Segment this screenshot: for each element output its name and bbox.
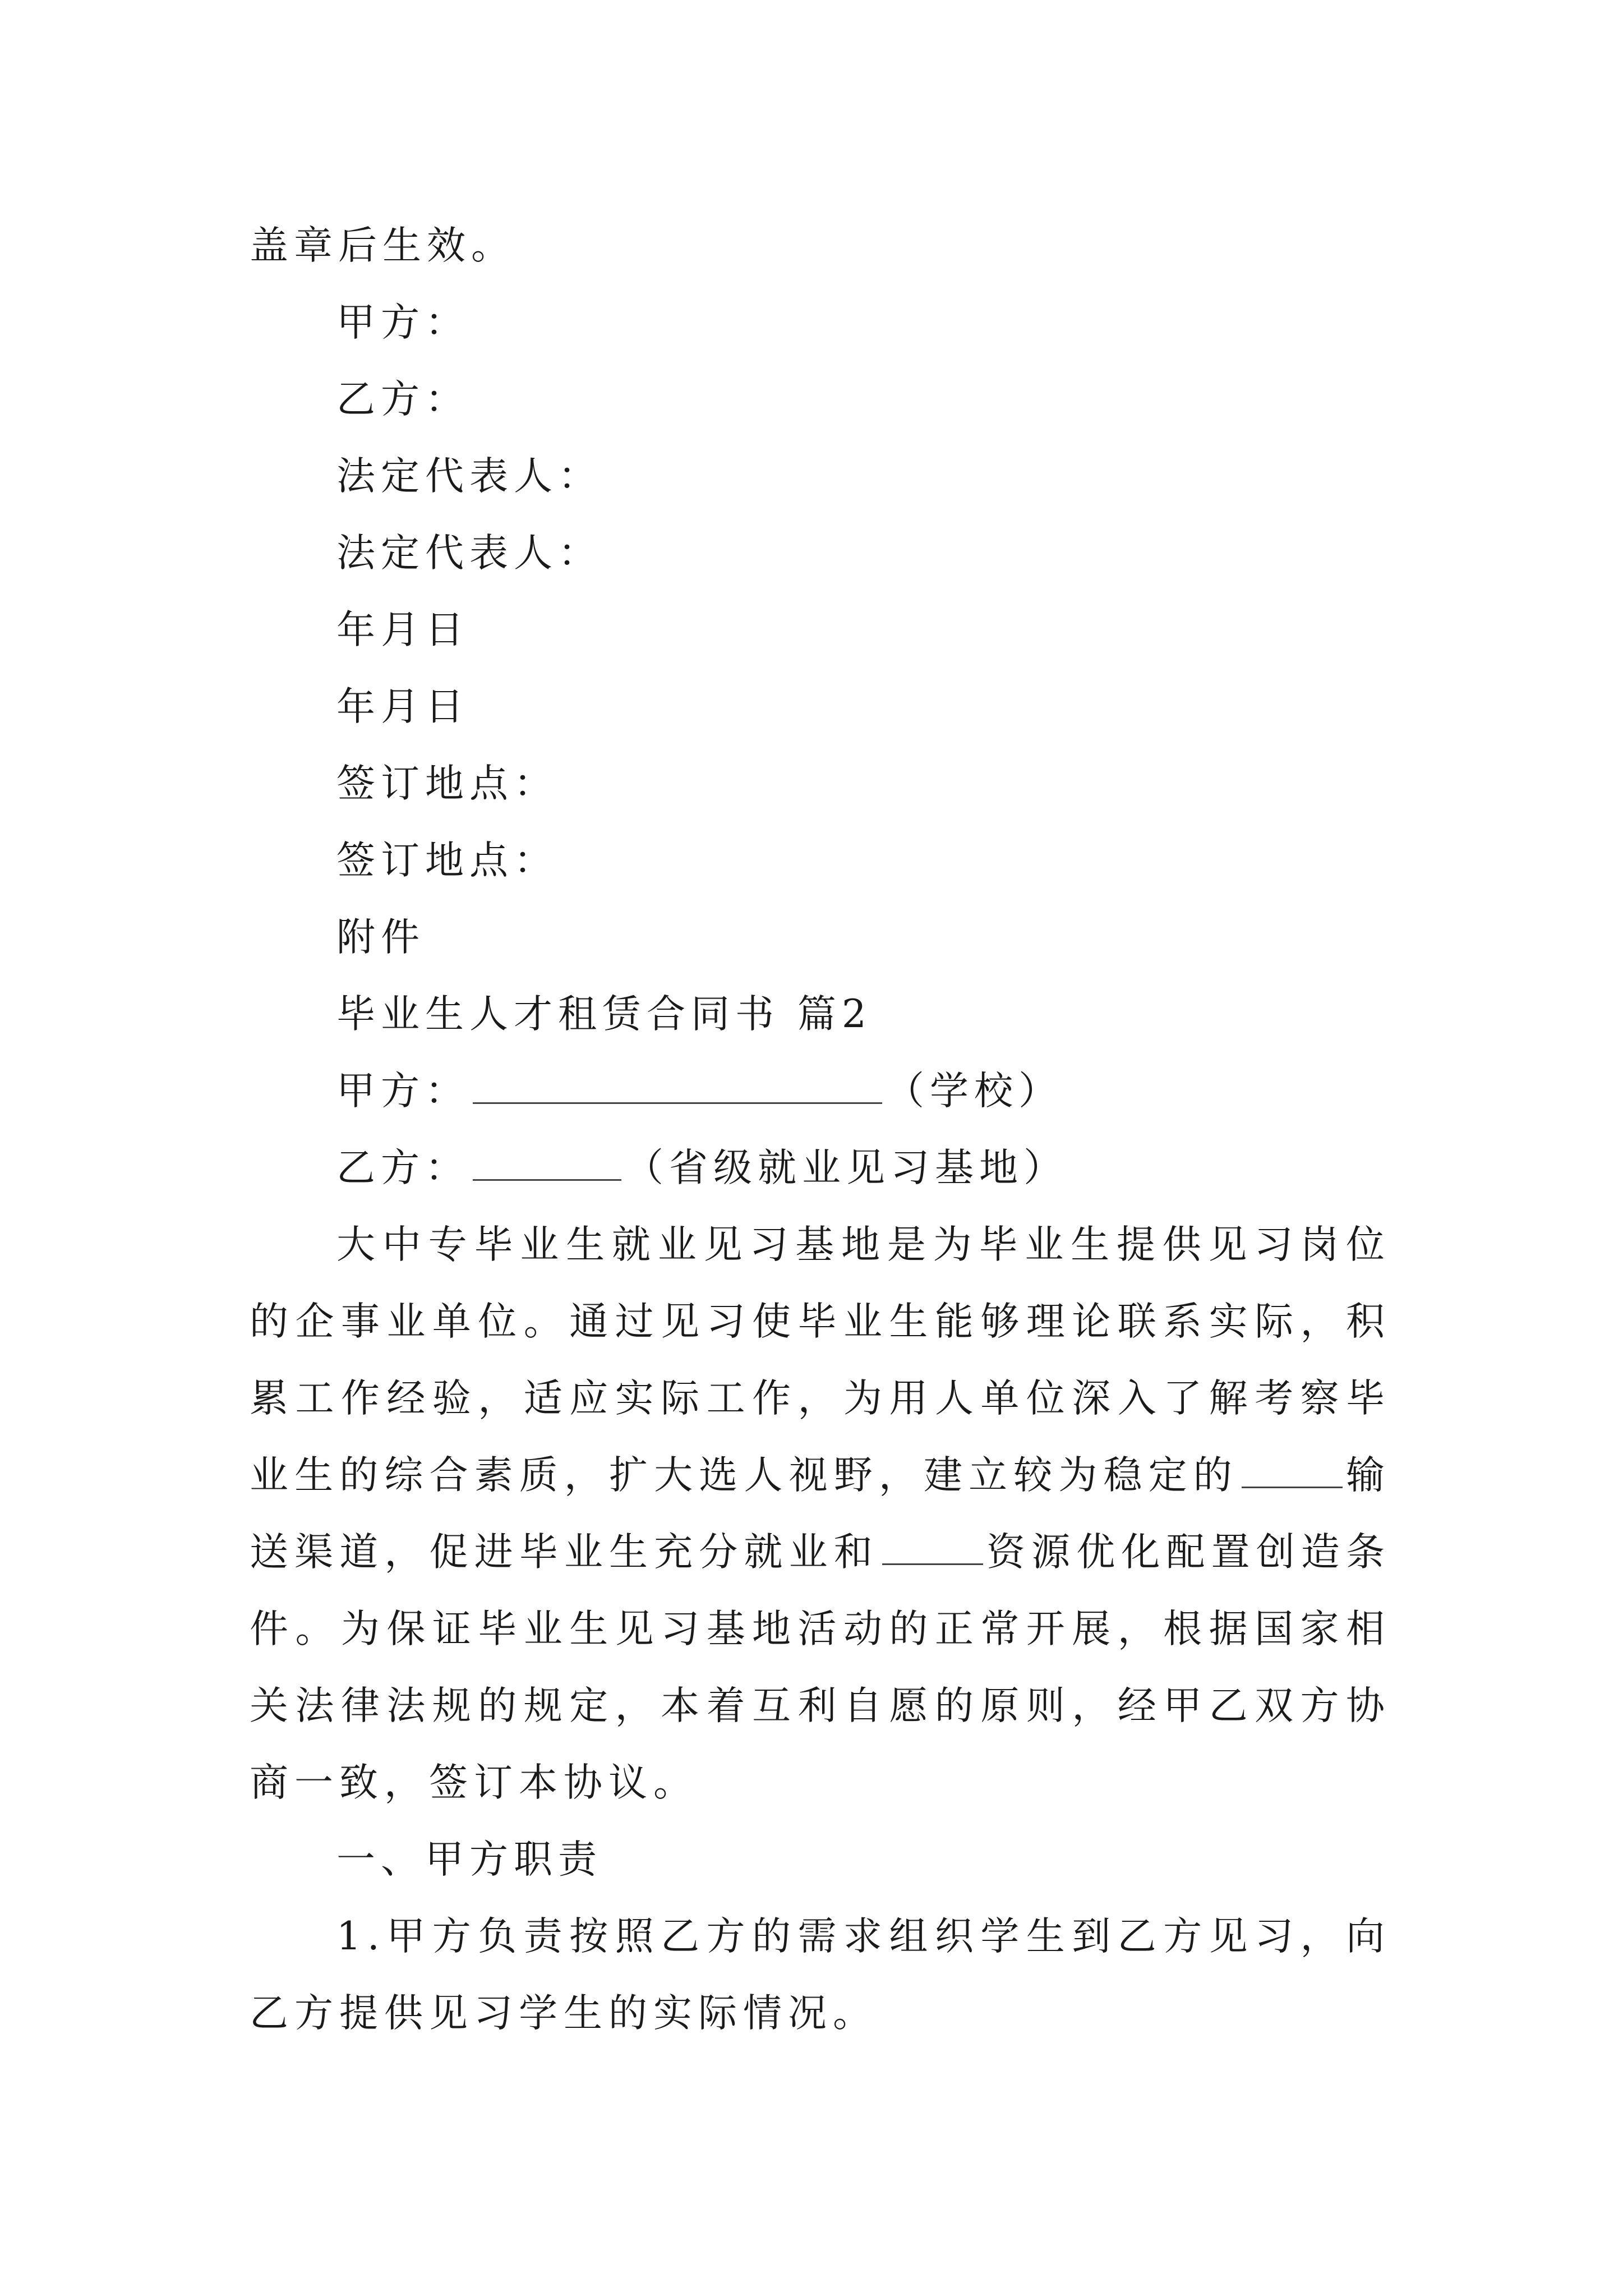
party-a-label: 甲方： xyxy=(336,1069,469,1114)
signature-representative-b: 法定代表人： xyxy=(336,531,602,576)
signature-party-a: 甲方： xyxy=(336,300,469,345)
party-b-suffix: （省级就业见习基地） xyxy=(625,1145,1068,1190)
intro-blank-2 xyxy=(882,1533,983,1565)
party-a-suffix: （学校） xyxy=(886,1069,1063,1114)
party-a-blank xyxy=(473,1072,882,1104)
document-body xyxy=(250,208,1391,2052)
party-b-line xyxy=(250,1130,1391,1207)
signature-representative-a: 法定代表人： xyxy=(336,454,602,499)
signature-date-b: 年月日 xyxy=(336,684,469,729)
signing-place-b: 签订地点： xyxy=(336,838,558,883)
party-a-line xyxy=(250,1053,1391,1130)
party-b-blank xyxy=(473,1149,621,1181)
intro-paragraph xyxy=(250,1207,1391,1821)
signature-date-a: 年月日 xyxy=(336,608,469,652)
intro-text-1: 大中专毕业生就业见习基地是为毕业生提供见习岗位的企事业单位。通过见习使毕业生能够理论联系实际，积累工作经验，适应实际工作，为用人单位深入了解考察毕业生的综合素质，扩大选人视野，建立较为稳定的 xyxy=(250,1222,1391,1498)
heading-party-a-duties: 一、甲方职责 xyxy=(336,1837,602,1882)
intro-blank-1 xyxy=(1242,1456,1343,1488)
party-b-label: 乙方： xyxy=(336,1145,469,1190)
signature-party-b: 乙方： xyxy=(336,377,469,422)
section-title: 毕业生人才租赁合同书 篇2 xyxy=(336,992,872,1037)
intro-text-3: 资源优化配置创造条件。为保证毕业生见习基地活动的正常开展，根据国家相关法律法规的规定，本着互利自愿的原则，经甲乙双方协商一致，签订本协议。 xyxy=(250,1530,1391,1805)
attachment-label: 附件 xyxy=(336,915,425,960)
intro-text-2: 输送渠道，促进毕业生充分就业和 xyxy=(250,1453,1391,1575)
duty-item-1: 1.甲方负责按照乙方的需求组织学生到乙方见习，向乙方提供见习学生的实际情况。 xyxy=(250,1914,1391,2036)
effect-line: 盖章后生效。 xyxy=(250,223,515,268)
signing-place-a: 签订地点： xyxy=(336,761,558,806)
